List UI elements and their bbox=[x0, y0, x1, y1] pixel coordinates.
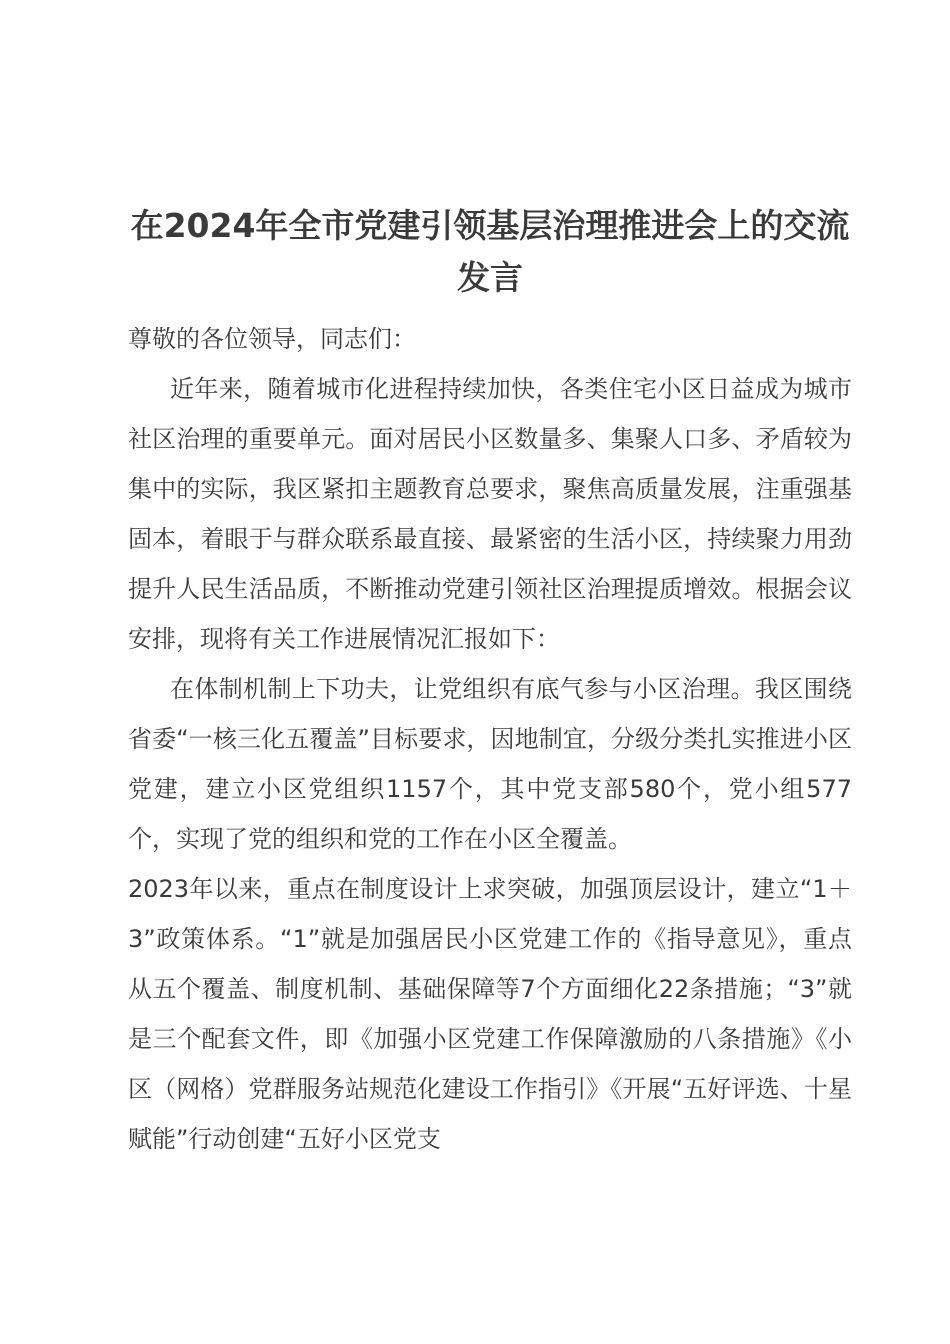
document-page bbox=[128, 200, 852, 1164]
paragraph-mechanism: 在体制机制上下功夫，让党组织有底气参与小区治理。我区围绕省委“一核三化五覆盖”目标要求，因地制宜，分级分类扎实推进小区党建，建立小区党组织1157个，其中党支部580个，党小组577个，实现了党的组织和党的工作在小区全覆盖。 bbox=[128, 675, 852, 853]
salutation: 尊敬的各位领导，同志们： bbox=[128, 325, 416, 353]
paragraph-intro: 近年来，随着城市化进程持续加快，各类住宅小区日益成为城市社区治理的重要单元。面对居民小区数量多、集聚人口多、矛盾较为集中的实际，我区紧扣主题教育总要求，聚焦高质量发展，注重强基固本，着眼于与群众联系最直接、最紧密的生活小区，持续聚力用劲提升人民生活品质，不断推动党建引领社区治理提质增效。根据会议安排，现将有关工作进展情况汇报如下： bbox=[128, 375, 852, 653]
document-title: 在2024年全市党建引领基层治理推进会上的交流发言 bbox=[130, 206, 850, 297]
paragraph-policy: 2023年以来，重点在制度设计上求突破，加强顶层设计，建立“1＋3”政策体系。“1”就是加强居民小区党建工作的《指导意见》，重点从五个覆盖、制度机制、基础保障等7个方面细化22条措施；“3”就是三个配套文件，即《加强小区党建工作保障激励的八条措施》《小区（网格）党群服务站规范化建设工作指引》《开展“五好评选、十星赋能”行动创建“五好小区党支 bbox=[128, 875, 852, 1153]
